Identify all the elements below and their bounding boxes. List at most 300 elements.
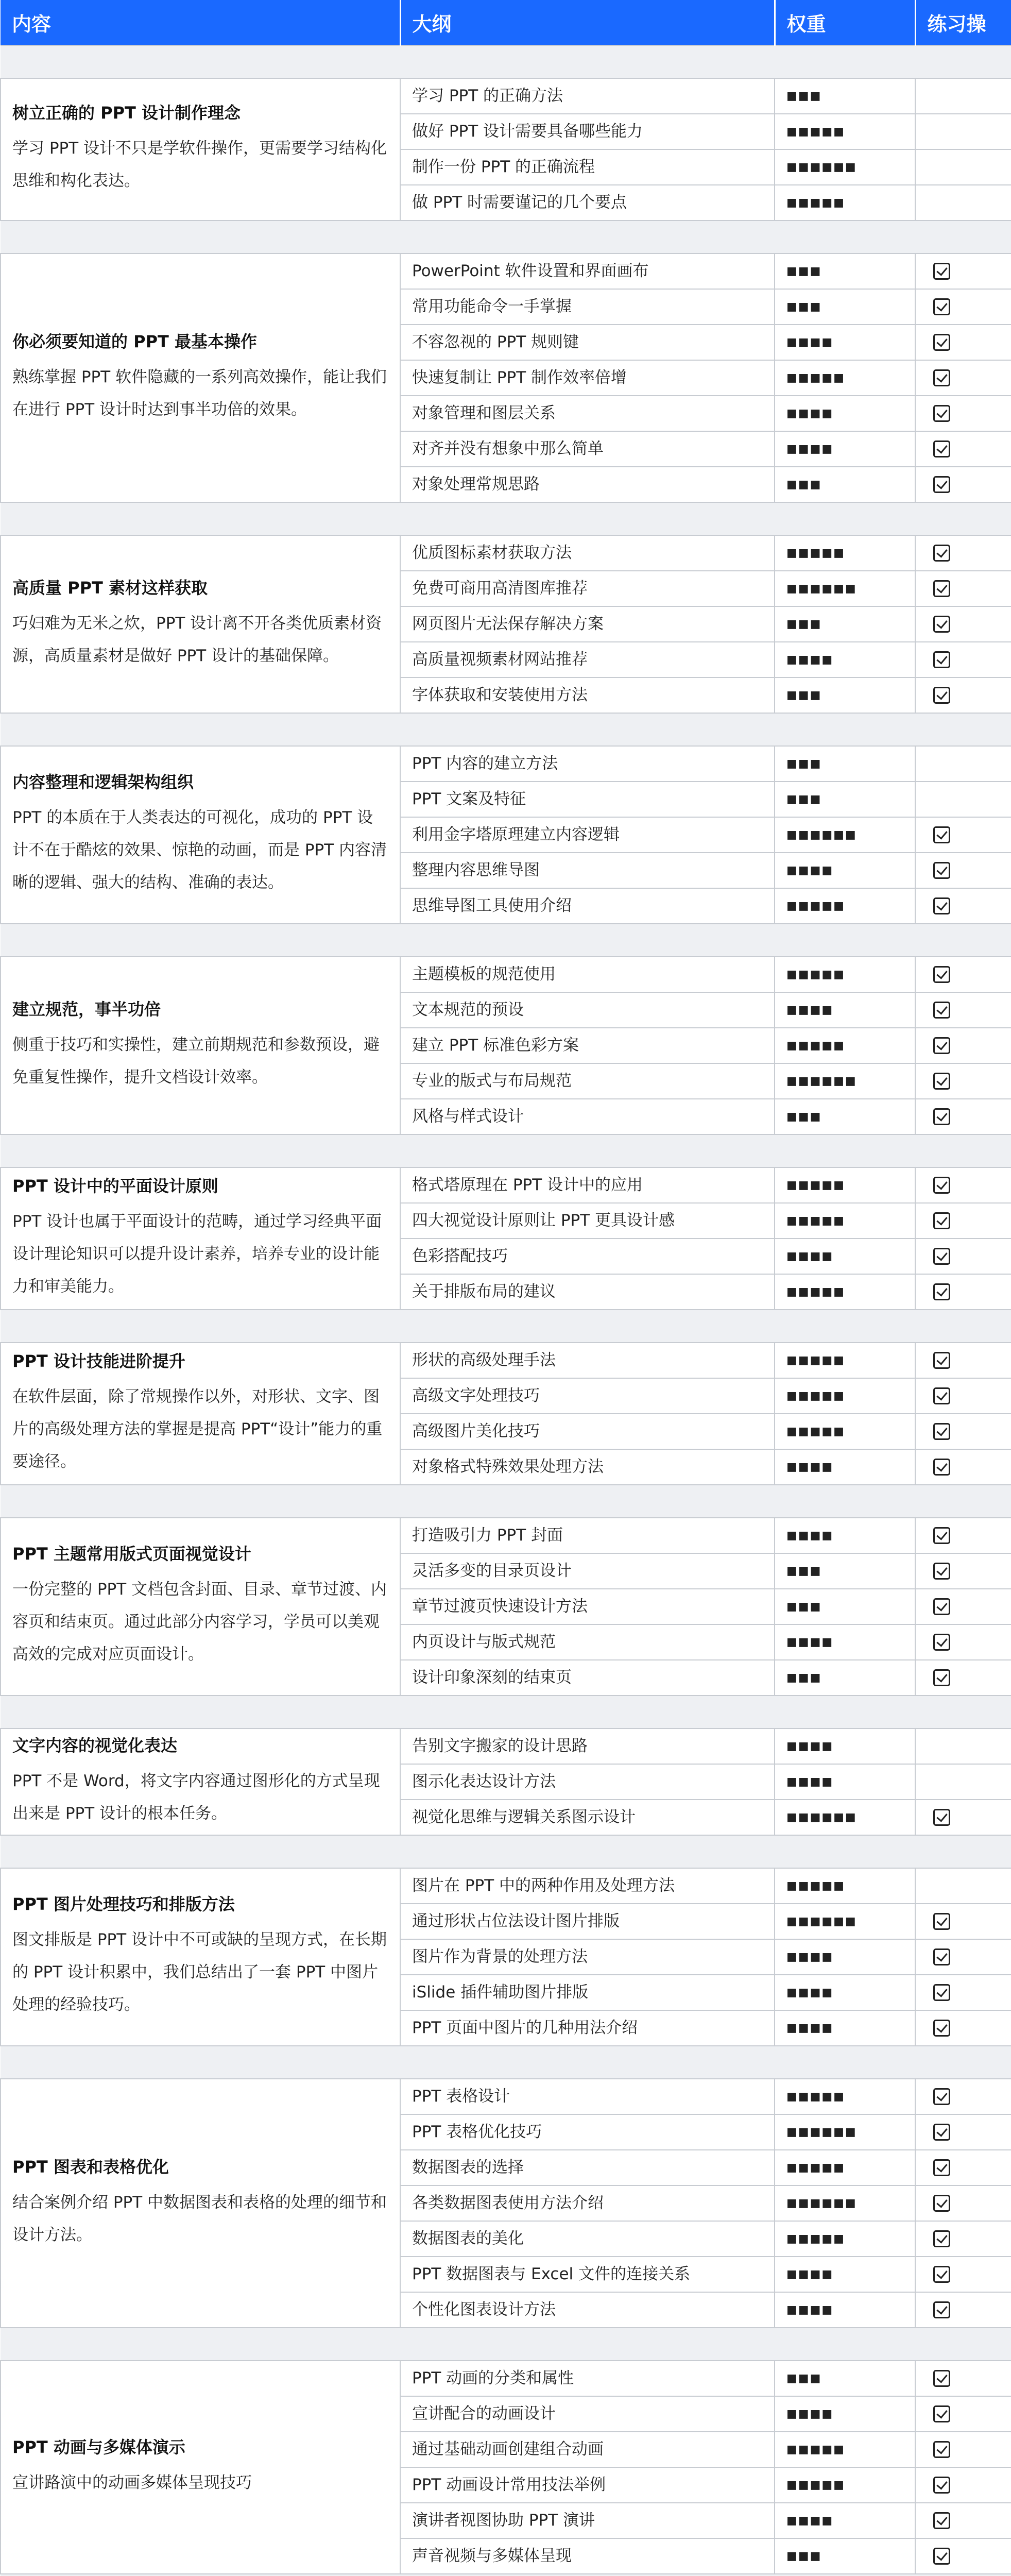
outline-item: 主题模板的规范使用 — [400, 957, 775, 992]
section-description: PPT 不是 Word，将文字内容通过图形化的方式呈现出来是 PPT 设计的根本任务。 — [12, 1771, 380, 1823]
practice-cell — [915, 2150, 1011, 2185]
checkbox-checked-icon[interactable] — [933, 1108, 950, 1125]
practice-cell — [915, 1449, 1011, 1485]
checkbox-checked-icon[interactable] — [933, 1563, 950, 1580]
section-spacer — [1, 221, 1011, 253]
checkbox-checked-icon[interactable] — [933, 2512, 950, 2529]
outline-item: 个性化图表设计方法 — [400, 2292, 775, 2328]
section-title: 高质量 PPT 素材这样获取 — [12, 578, 208, 598]
outline-item: 图片在 PPT 中的两种作用及处理方法 — [400, 1868, 775, 1904]
checkbox-checked-icon[interactable] — [933, 862, 950, 879]
weight-rating: ■■■■ — [775, 1939, 915, 1975]
section-description: 结合案例介绍 PPT 中数据图表和表格的处理的细节和设计方法。 — [12, 2193, 387, 2244]
section-spacer — [1, 1485, 1011, 1518]
checkbox-checked-icon[interactable] — [933, 1283, 950, 1300]
practice-cell — [915, 1939, 1011, 1975]
spacer-cell — [1, 924, 1011, 957]
practice-cell — [915, 149, 1011, 185]
outline-item: 数据图表的美化 — [400, 2221, 775, 2257]
weight-rating: ■■■■ — [775, 2292, 915, 2328]
outline-item: 常用功能命令一手掌握 — [400, 289, 775, 325]
outline-item: 对象格式特殊效果处理方法 — [400, 1449, 775, 1485]
checkbox-checked-icon[interactable] — [933, 1948, 950, 1965]
table-row — [1, 78, 1011, 114]
checkbox-checked-icon[interactable] — [933, 1527, 950, 1544]
outline-item: PPT 数据图表与 Excel 文件的连接关系 — [400, 2257, 775, 2292]
practice-cell — [915, 1239, 1011, 1274]
practice-cell — [915, 2079, 1011, 2114]
checkbox-checked-icon[interactable] — [933, 298, 950, 315]
table-row — [1, 535, 1011, 571]
section-cell — [1, 1518, 400, 1696]
practice-cell — [915, 2467, 1011, 2503]
practice-cell — [915, 1975, 1011, 2010]
weight-rating: ■■■ — [775, 467, 915, 502]
spacer-cell — [1, 1310, 1011, 1343]
outline-item: 色彩搭配技巧 — [400, 1239, 775, 1274]
weight-rating: ■■■■ — [775, 2010, 915, 2046]
weight-rating: ■■■■■ — [775, 535, 915, 571]
table-row — [1, 957, 1011, 992]
outline-item: 打造吸引力 PPT 封面 — [400, 1518, 775, 1553]
section-title: PPT 图表和表格优化 — [12, 2157, 169, 2177]
section-title: PPT 设计技能进阶提升 — [12, 1351, 185, 1371]
weight-rating: ■■■■ — [775, 853, 915, 888]
outline-item: 建立 PPT 标准色彩方案 — [400, 1028, 775, 1063]
checkbox-checked-icon[interactable] — [933, 2266, 950, 2283]
section-title: 文字内容的视觉化表达 — [12, 1735, 178, 1755]
section-title: PPT 设计中的平面设计原则 — [12, 1176, 218, 1196]
checkbox-checked-icon[interactable] — [933, 1073, 950, 1090]
section-title: 树立正确的 PPT 设计制作理念 — [12, 103, 241, 123]
checkbox-checked-icon[interactable] — [933, 897, 950, 914]
checkbox-checked-icon[interactable] — [933, 440, 950, 457]
checkbox-checked-icon[interactable] — [933, 2405, 950, 2422]
checkbox-checked-icon[interactable] — [933, 1913, 950, 1930]
weight-rating: ■■■ — [775, 253, 915, 289]
outline-item: 思维导图工具使用介绍 — [400, 888, 775, 924]
weight-rating: ■■■ — [775, 746, 915, 782]
weight-rating: ■■■■■ — [775, 2150, 915, 2185]
weight-rating: ■■■■ — [775, 396, 915, 431]
section-spacer — [1, 2328, 1011, 2361]
practice-cell — [915, 360, 1011, 396]
section-cell — [1, 78, 400, 221]
practice-cell — [915, 1728, 1011, 1764]
outline-item: 各类数据图表使用方法介绍 — [400, 2185, 775, 2221]
section-title: 你必须要知道的 PPT 最基本操作 — [12, 331, 258, 351]
weight-rating: ■■■ — [775, 1553, 915, 1589]
outline-item: 关于排版布局的建议 — [400, 1274, 775, 1310]
weight-rating: ■■■■■ — [775, 1868, 915, 1904]
practice-cell — [915, 1904, 1011, 1939]
outline-item: 内页设计与版式规范 — [400, 1624, 775, 1660]
weight-rating: ■■■■■ — [775, 114, 915, 149]
weight-rating: ■■■■■ — [775, 2432, 915, 2467]
practice-cell — [915, 253, 1011, 289]
weight-rating: ■■■ — [775, 1099, 915, 1134]
practice-cell — [915, 2503, 1011, 2538]
practice-cell — [915, 114, 1011, 149]
section-spacer — [1, 1696, 1011, 1728]
weight-rating: ■■■■■■ — [775, 2185, 915, 2221]
practice-cell — [915, 606, 1011, 642]
weight-rating: ■■■■■ — [775, 1028, 915, 1063]
practice-cell — [915, 2257, 1011, 2292]
section-title: PPT 主题常用版式页面视觉设计 — [12, 1544, 251, 1564]
outline-item: 四大视觉设计原则让 PPT 更具设计感 — [400, 1203, 775, 1239]
practice-cell — [915, 677, 1011, 713]
checkbox-checked-icon[interactable] — [933, 2370, 950, 2387]
header-outline: 大纲 — [400, 0, 775, 45]
outline-item: PPT 文案及特征 — [400, 782, 775, 817]
outline-item: 学习 PPT 的正确方法 — [400, 78, 775, 114]
outline-item: 风格与样式设计 — [400, 1099, 775, 1134]
section-spacer — [1, 1310, 1011, 1343]
section-cell — [1, 957, 400, 1134]
outline-item: 对齐并没有想象中那么简单 — [400, 431, 775, 467]
weight-rating: ■■■■ — [775, 1624, 915, 1660]
outline-item: 高级文字处理技巧 — [400, 1378, 775, 1414]
practice-cell — [915, 1028, 1011, 1063]
practice-cell — [915, 1589, 1011, 1624]
checkbox-checked-icon[interactable] — [933, 826, 950, 843]
section-spacer — [1, 2046, 1011, 2079]
outline-item: 章节过渡页快速设计方法 — [400, 1589, 775, 1624]
outline-item: PPT 内容的建立方法 — [400, 746, 775, 782]
spacer-cell — [1, 2574, 1011, 2576]
weight-rating: ■■■■ — [775, 431, 915, 467]
checkbox-checked-icon[interactable] — [933, 2230, 950, 2247]
weight-rating: ■■■■■ — [775, 1378, 915, 1414]
section-spacer — [1, 1835, 1011, 1868]
practice-cell — [915, 1764, 1011, 1800]
weight-rating: ■■■■■ — [775, 185, 915, 221]
checkbox-checked-icon[interactable] — [933, 2088, 950, 2105]
weight-rating: ■■■ — [775, 78, 915, 114]
outline-item: 图示化表达设计方法 — [400, 1764, 775, 1800]
section-title: 内容整理和逻辑架构组织 — [12, 772, 194, 792]
practice-cell — [915, 1660, 1011, 1696]
practice-cell — [915, 2292, 1011, 2328]
outline-item: 整理内容思维导图 — [400, 853, 775, 888]
section-cell — [1, 1343, 400, 1485]
section-spacer — [1, 45, 1011, 78]
checkbox-checked-icon[interactable] — [933, 1248, 950, 1265]
weight-rating: ■■■ — [775, 2538, 915, 2574]
practice-cell — [915, 289, 1011, 325]
outline-item: 通过形状占位法设计图片排版 — [400, 1904, 775, 1939]
weight-rating: ■■■■■■ — [775, 1800, 915, 1835]
outline-item: 文本规范的预设 — [400, 992, 775, 1028]
checkbox-checked-icon[interactable] — [933, 405, 950, 422]
table-row — [1, 1518, 1011, 1553]
weight-rating: ■■■■■ — [775, 2221, 915, 2257]
checkbox-checked-icon[interactable] — [933, 687, 950, 704]
section-description: PPT 设计也属于平面设计的范畴，通过学习经典平面设计理论知识可以提升设计素养，培养专业的设计能力和审美能力。 — [12, 1212, 382, 1296]
section-cell — [1, 746, 400, 924]
practice-cell — [915, 2185, 1011, 2221]
checkbox-checked-icon[interactable] — [933, 1212, 950, 1229]
spacer-cell — [1, 1835, 1011, 1868]
section-cell — [1, 253, 400, 502]
section-title: PPT 动画与多媒体演示 — [12, 2437, 185, 2457]
checkbox-checked-icon[interactable] — [933, 2477, 950, 2494]
weight-rating: ■■■■■■ — [775, 1063, 915, 1099]
section-cell — [1, 1167, 400, 1310]
practice-cell — [915, 642, 1011, 677]
weight-rating: ■■■■■ — [775, 2467, 915, 2503]
practice-cell — [915, 185, 1011, 221]
practice-cell — [915, 535, 1011, 571]
practice-cell — [915, 1099, 1011, 1134]
practice-cell — [915, 1868, 1011, 1904]
checkbox-checked-icon[interactable] — [933, 2548, 950, 2565]
weight-rating: ■■■■■ — [775, 1414, 915, 1449]
weight-rating: ■■■ — [775, 1660, 915, 1696]
checkbox-checked-icon[interactable] — [933, 369, 950, 386]
weight-rating: ■■■ — [775, 606, 915, 642]
practice-cell — [915, 992, 1011, 1028]
section-cell — [1, 1868, 400, 2046]
practice-cell — [915, 1378, 1011, 1414]
weight-rating: ■■■ — [775, 2361, 915, 2396]
checkbox-checked-icon[interactable] — [933, 2441, 950, 2458]
weight-rating: ■■■■■ — [775, 1167, 915, 1203]
outline-item: 宣讲配合的动画设计 — [400, 2396, 775, 2432]
checkbox-checked-icon[interactable] — [933, 2020, 950, 2037]
header-content: 内容 — [1, 0, 400, 45]
section-cell — [1, 535, 400, 713]
outline-item: 不容忽视的 PPT 规则键 — [400, 325, 775, 360]
outline-item: 通过基础动画创建组合动画 — [400, 2432, 775, 2467]
checkbox-checked-icon[interactable] — [933, 1352, 950, 1369]
practice-cell — [915, 746, 1011, 782]
practice-cell — [915, 2114, 1011, 2150]
outline-item: 灵活多变的目录页设计 — [400, 1553, 775, 1589]
checkbox-checked-icon[interactable] — [933, 545, 950, 562]
checkbox-checked-icon[interactable] — [933, 966, 950, 983]
section-cell — [1, 2361, 400, 2574]
practice-cell — [915, 78, 1011, 114]
section-description: 熟练掌握 PPT 软件隐藏的一系列高效操作，能让我们在进行 PPT 设计时达到事半功倍的效果。 — [12, 367, 387, 419]
outline-item: 快速复制让 PPT 制作效率倍增 — [400, 360, 775, 396]
header-practice: 练习操 — [915, 0, 1011, 45]
weight-rating: ■■■■ — [775, 1728, 915, 1764]
table-row — [1, 2361, 1011, 2396]
section-title: PPT 图片处理技巧和排版方法 — [12, 1894, 235, 1914]
section-spacer — [1, 713, 1011, 746]
checkbox-checked-icon[interactable] — [933, 263, 950, 280]
practice-cell — [915, 1518, 1011, 1553]
spacer-cell — [1, 45, 1011, 78]
outline-item: PPT 页面中图片的几种用法介绍 — [400, 2010, 775, 2046]
checkbox-checked-icon[interactable] — [933, 1387, 950, 1404]
weight-rating: ■■■■■■ — [775, 1904, 915, 1939]
checkbox-checked-icon[interactable] — [933, 1598, 950, 1615]
weight-rating: ■■■■■ — [775, 360, 915, 396]
section-description: 一份完整的 PPT 文档包含封面、目录、章节过渡、内容页和结束页。通过此部分内容学习，学员可以美观高效的完成对应页面设计。 — [12, 1580, 387, 1664]
weight-rating: ■■■ — [775, 677, 915, 713]
section-spacer — [1, 1134, 1011, 1167]
weight-rating: ■■■■ — [775, 642, 915, 677]
weight-rating: ■■■■ — [775, 2396, 915, 2432]
header-weight: 权重 — [775, 0, 915, 45]
outline-item: 对象处理常规思路 — [400, 467, 775, 502]
checkbox-checked-icon[interactable] — [933, 2301, 950, 2318]
checkbox-checked-icon[interactable] — [933, 1423, 950, 1440]
checkbox-checked-icon[interactable] — [933, 2195, 950, 2212]
checkbox-checked-icon[interactable] — [933, 1037, 950, 1054]
weight-rating: ■■■■ — [775, 1764, 915, 1800]
weight-rating: ■■■■ — [775, 1449, 915, 1485]
checkbox-checked-icon[interactable] — [933, 476, 950, 493]
spacer-cell — [1, 1696, 1011, 1728]
checkbox-checked-icon[interactable] — [933, 2124, 950, 2141]
spacer-cell — [1, 1134, 1011, 1167]
spacer-cell — [1, 2328, 1011, 2361]
outline-item: 利用金字塔原理建立内容逻辑 — [400, 817, 775, 853]
weight-rating: ■■■■ — [775, 325, 915, 360]
practice-cell — [915, 1414, 1011, 1449]
section-cell — [1, 1728, 400, 1835]
outline-item: 优质图标素材获取方法 — [400, 535, 775, 571]
practice-cell — [915, 467, 1011, 502]
checkbox-checked-icon[interactable] — [933, 1459, 950, 1476]
spacer-cell — [1, 502, 1011, 535]
outline-item: PPT 动画设计常用技法举例 — [400, 2467, 775, 2503]
outline-item: PPT 表格设计 — [400, 2079, 775, 2114]
table-header-row — [1, 0, 1011, 45]
checkbox-checked-icon[interactable] — [933, 1669, 950, 1686]
outline-item: 免费可商用高清图库推荐 — [400, 571, 775, 606]
weight-rating: ■■■ — [775, 289, 915, 325]
practice-cell — [915, 1167, 1011, 1203]
outline-item: 声音视频与多媒体呈现 — [400, 2538, 775, 2574]
outline-item: 演讲者视图协助 PPT 演讲 — [400, 2503, 775, 2538]
practice-cell — [915, 1553, 1011, 1589]
section-description: 学习 PPT 设计不只是学软件操作，更需要学习结构化思维和构化表达。 — [12, 139, 387, 190]
weight-rating: ■■■ — [775, 1589, 915, 1624]
spacer-cell — [1, 221, 1011, 253]
section-description: PPT 的本质在于人类表达的可视化，成功的 PPT 设计不在于酷炫的效果、惊艳的动画，而是 PPT 内容清晰的逻辑、强大的结构、准确的表达。 — [12, 808, 387, 892]
section-description: 图文排版是 PPT 设计中不可或缺的呈现方式，在长期的 PPT 设计积累中，我们总结出了一套 PPT 中图片处理的经验技巧。 — [12, 1930, 387, 2014]
outline-item: 告别文字搬家的设计思路 — [400, 1728, 775, 1764]
weight-rating: ■■■■■ — [775, 1343, 915, 1378]
spacer-cell — [1, 2046, 1011, 2079]
outline-item: 高级图片美化技巧 — [400, 1414, 775, 1449]
weight-rating: ■■■ — [775, 782, 915, 817]
practice-cell — [915, 2538, 1011, 2574]
table-row — [1, 1167, 1011, 1203]
table-row — [1, 1343, 1011, 1378]
checkbox-checked-icon[interactable] — [933, 651, 950, 668]
section-cell — [1, 2079, 400, 2328]
practice-cell — [915, 782, 1011, 817]
table-row — [1, 253, 1011, 289]
weight-rating: ■■■■ — [775, 1518, 915, 1553]
weight-rating: ■■■■■■ — [775, 149, 915, 185]
outline-item: 网页图片无法保存解决方案 — [400, 606, 775, 642]
section-spacer — [1, 2574, 1011, 2576]
practice-cell — [915, 1274, 1011, 1310]
table-body — [1, 45, 1011, 2576]
practice-cell — [915, 2361, 1011, 2396]
outline-item: 做好 PPT 设计需要具备哪些能力 — [400, 114, 775, 149]
section-title: 建立规范，事半功倍 — [12, 999, 161, 1019]
outline-item: 设计印象深刻的结束页 — [400, 1660, 775, 1696]
checkbox-checked-icon[interactable] — [933, 580, 950, 597]
outline-item: 高质量视频素材网站推荐 — [400, 642, 775, 677]
outline-item: 格式塔原理在 PPT 设计中的应用 — [400, 1167, 775, 1203]
practice-cell — [915, 325, 1011, 360]
weight-rating: ■■■■■■ — [775, 571, 915, 606]
practice-cell — [915, 571, 1011, 606]
weight-rating: ■■■■■ — [775, 957, 915, 992]
weight-rating: ■■■■■■ — [775, 817, 915, 853]
section-spacer — [1, 502, 1011, 535]
weight-rating: ■■■■■ — [775, 2079, 915, 2114]
outline-item: 对象管理和图层关系 — [400, 396, 775, 431]
section-description: 在软件层面，除了常规操作以外，对形状、文字、图片的高级处理方法的掌握是提高 PPT“设计”能力的重要途径。 — [12, 1387, 383, 1471]
weight-rating: ■■■■ — [775, 1975, 915, 2010]
practice-cell — [915, 1624, 1011, 1660]
practice-cell — [915, 2221, 1011, 2257]
checkbox-checked-icon[interactable] — [933, 1002, 950, 1019]
table-row — [1, 2079, 1011, 2114]
practice-cell — [915, 853, 1011, 888]
weight-rating: ■■■■■ — [775, 888, 915, 924]
weight-rating: ■■■■ — [775, 1239, 915, 1274]
outline-item: 制作一份 PPT 的正确流程 — [400, 149, 775, 185]
weight-rating: ■■■■ — [775, 2257, 915, 2292]
checkbox-checked-icon[interactable] — [933, 334, 950, 351]
practice-cell — [915, 1800, 1011, 1835]
practice-cell — [915, 2396, 1011, 2432]
practice-cell — [915, 396, 1011, 431]
practice-cell — [915, 817, 1011, 853]
practice-cell — [915, 957, 1011, 992]
spacer-cell — [1, 713, 1011, 746]
table-row — [1, 1728, 1011, 1764]
checkbox-checked-icon[interactable] — [933, 1634, 950, 1651]
practice-cell — [915, 1343, 1011, 1378]
section-spacer — [1, 924, 1011, 957]
checkbox-checked-icon[interactable] — [933, 1177, 950, 1194]
checkbox-checked-icon[interactable] — [933, 2159, 950, 2176]
outline-item: 做 PPT 时需要谨记的几个要点 — [400, 185, 775, 221]
practice-cell — [915, 2010, 1011, 2046]
outline-item: 形状的高级处理手法 — [400, 1343, 775, 1378]
checkbox-checked-icon[interactable] — [933, 616, 950, 633]
section-description: 巧妇难为无米之炊，PPT 设计离不开各类优质素材资源，高质量素材是做好 PPT 设计的基础保障。 — [12, 614, 382, 665]
section-description: 宣讲路演中的动画多媒体呈现技巧 — [12, 2473, 252, 2492]
checkbox-checked-icon[interactable] — [933, 1984, 950, 2001]
weight-rating: ■■■■■ — [775, 1274, 915, 1310]
checkbox-checked-icon[interactable] — [933, 1809, 950, 1826]
practice-cell — [915, 1063, 1011, 1099]
practice-cell — [915, 2432, 1011, 2467]
outline-item: 图片作为背景的处理方法 — [400, 1939, 775, 1975]
outline-item: PowerPoint 软件设置和界面画布 — [400, 253, 775, 289]
outline-item: iSlide 插件辅助图片排版 — [400, 1975, 775, 2010]
outline-item: PPT 表格优化技巧 — [400, 2114, 775, 2150]
outline-item: 字体获取和安装使用方法 — [400, 677, 775, 713]
weight-rating: ■■■■■ — [775, 1203, 915, 1239]
outline-item: 视觉化思维与逻辑关系图示设计 — [400, 1800, 775, 1835]
table-row — [1, 1868, 1011, 1904]
outline-item: PPT 动画的分类和属性 — [400, 2361, 775, 2396]
